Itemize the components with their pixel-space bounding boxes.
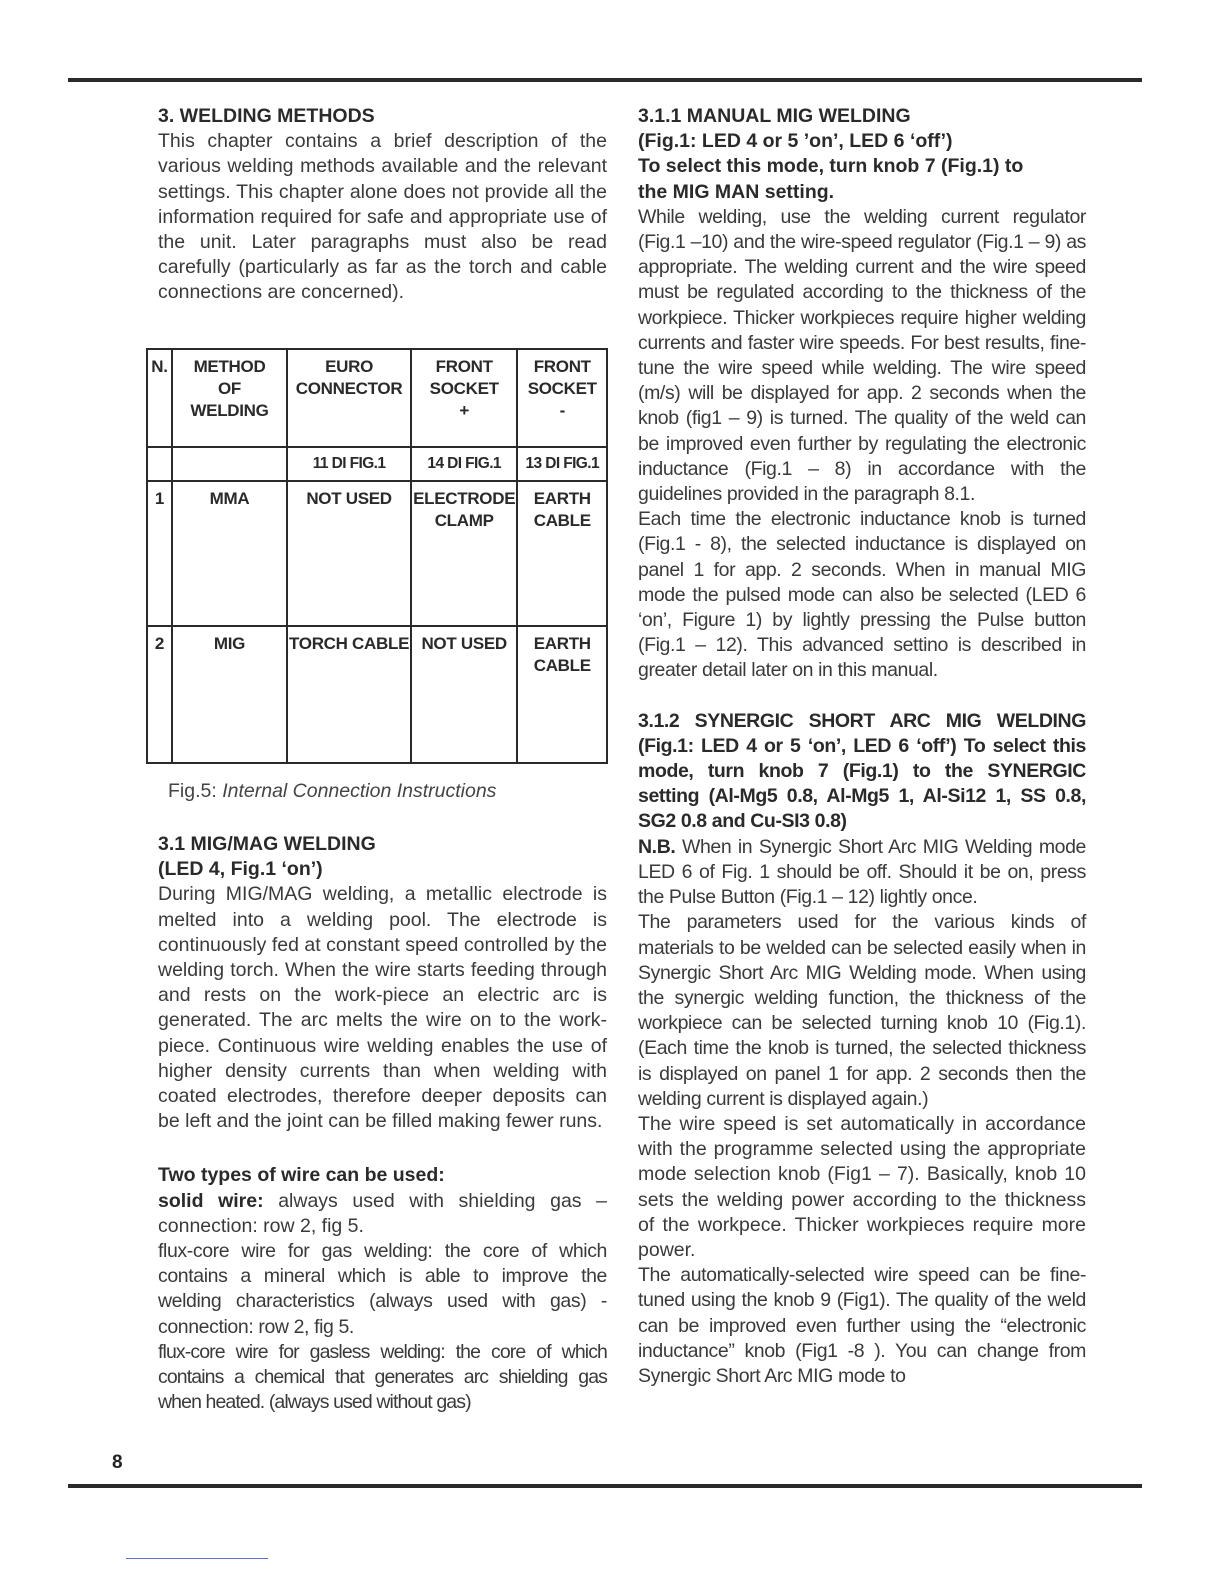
solid-wire-paragraph bbox=[158, 1189, 607, 1239]
nb-paragraph bbox=[638, 835, 1086, 911]
table-cell: NOT USED bbox=[411, 626, 517, 763]
table-cell: TORCH CABLE bbox=[287, 626, 411, 763]
table-row bbox=[147, 626, 607, 763]
table-ref-cell: 14 DI FIG.1 bbox=[411, 447, 517, 481]
table-cell: 2 bbox=[147, 626, 172, 763]
manual-mig-subtitle: (Fig.1: LED 4 or 5 ’on’, LED 6 ‘off’) bbox=[638, 130, 953, 153]
table-cell: MMA bbox=[172, 481, 287, 626]
bottom-rule bbox=[68, 1484, 1142, 1488]
table-ref-cell bbox=[172, 447, 287, 481]
left-column bbox=[158, 104, 607, 306]
table-cell: MIG bbox=[172, 626, 287, 763]
table-header-row bbox=[147, 349, 607, 447]
solid-wire-label: solid wire: bbox=[158, 1189, 264, 1212]
manual-mig-select-line: To select this mode, turn knob 7 (Fig.1) to bbox=[638, 155, 1024, 178]
synergic-heading: 3.1.2 SYNERGIC SHORT ARC MIG WELDING (Fig.1: LED 4 or 5 ‘on’, LED 6 ‘off’) To select this mode, turn knob 7 (Fig.1) to the SYNERGIC setting (Al-Mg5 0.8, Al-Mg5 1, Al-Si12 1, SS 0.8, SG2 0.8 and Cu-SI3 0.8) bbox=[638, 709, 1086, 833]
table-header-cell: FRONT SOCKET + bbox=[411, 349, 517, 447]
nb-text: When in Synergic Short Arc MIG Welding mode LED 6 of Fig. 1 should be off. Should it be on, press the Pulse Button (Fig.1 – 12) lightly once. bbox=[638, 835, 1086, 909]
table-header-cell: N. bbox=[147, 349, 172, 447]
table-header-cell: EURO CONNECTOR bbox=[287, 349, 411, 447]
caption-label: Fig.5: bbox=[168, 780, 217, 802]
synergic-paragraph: The automatically-selected wire speed can be fine-tuned using the knob 9 (Fig1). The quality of the weld can be improved even further using the “electronic inductance” knob (Fig1 -8 ). You can change from Synergic Short Arc MIG mode to bbox=[638, 1264, 1086, 1387]
table-ref-cell: 13 DI FIG.1 bbox=[517, 447, 607, 481]
intro-paragraph: This chapter contains a brief description of the various welding methods available and the relevant settings. This chapter alone does not provide all the information required for safe and appropriate use of the unit. Later paragraphs must also be read carefully (particularly as far as the torch and cable connections are concerned). bbox=[158, 130, 607, 304]
mig-mag-subtitle: (LED 4, Fig.1 ‘on’) bbox=[158, 858, 323, 881]
table-cell: EARTH CABLE bbox=[517, 626, 607, 763]
synergic-paragraph: The parameters used for the various kinds of materials to be welded can be selected easily when in Synergic Short Arc MIG Welding mode. When using the synergic welding function, the thickness of the workpiece can be selected turning knob 10 (Fig.1). (Each time the knob is turned, the selected thickness is displayed on panel 1 for app. 2 seconds then the welding current is displayed again.) bbox=[638, 911, 1086, 1110]
mig-mag-body: During MIG/MAG welding, a metallic electrode is melted into a welding pool. The electrode is continuously fed at constant speed controlled by the welding torch. When the wire starts feeding through and rests on the work-piece an electric arc is generated. The arc melts the wire on to the work-piece. Continuous wire welding enables the use of higher density currents than when welding with coated electrodes, therefore deeper deposits can be left and the joint can be filled making fewer runs. bbox=[158, 883, 607, 1133]
table-cell: EARTH CABLE bbox=[517, 481, 607, 626]
top-rule bbox=[68, 78, 1142, 82]
mig-mag-section bbox=[158, 832, 607, 1415]
table-cell: 1 bbox=[147, 481, 172, 626]
flux-core-gasless-paragraph: flux-core wire for gasless welding: the core of which contains a chemical that generates arc shielding gas when heated. (always used without gas) bbox=[158, 1340, 607, 1414]
figure-caption bbox=[168, 780, 496, 803]
manual-mig-title: 3.1.1 MANUAL MIG WELDING bbox=[638, 105, 911, 127]
right-column bbox=[638, 104, 1086, 1389]
flux-core-gas-paragraph: flux-core wire for gas welding: the core of which contains a mineral which is able to improve the welding characteristics (always used with gas) - connection: row 2, fig 5. bbox=[158, 1240, 607, 1338]
table-header-cell: METHOD OF WELDING bbox=[172, 349, 287, 447]
manual-mig-paragraph: While welding, use the welding current regulator (Fig.1 –10) and the wire-speed regulator (Fig.1 – 9) as appropriate. The welding current and the wire speed must be regulated according to the thickness of the workpiece. Thicker workpieces require higher welding currents and faster wire speeds. For best results, fine-tune the wire speed while welding. The wire speed (m/s) will be displayed for app. 2 seconds when the knob (fig1 – 9) is turned. The quality of the weld can be improved even further by regulating the electronic inductance (Fig.1 – 8) in accordance with the guidelines provided in the paragraph 8.1. bbox=[638, 205, 1086, 506]
manual-mig-paragraph: Each time the electronic inductance knob is turned (Fig.1 - 8), the selected inductance is displayed on panel 1 for app. 2 seconds. When in manual MIG mode the pulsed mode can also be selected (LED 6 ‘on’, Figure 1) by lightly pressing the Pulse button (Fig.1 – 12). This advanced settino is described in greater detail later on in this manual. bbox=[638, 508, 1086, 682]
nb-label: N.B. bbox=[638, 835, 676, 858]
table-ref-cell bbox=[147, 447, 172, 481]
wire-types-title: Two types of wire can be used: bbox=[158, 1164, 445, 1187]
manual-mig-select-line: the MIG MAN setting. bbox=[638, 180, 835, 203]
table-ref-row bbox=[147, 447, 607, 481]
table-ref-cell: 11 DI FIG.1 bbox=[287, 447, 411, 481]
synergic-paragraph: The wire speed is set automatically in accordance with the programme selected using the appropriate mode selection knob (Fig1 – 7). Basically, knob 10 sets the welding power according to the thickness of the workpece. Thicker workpieces require more power. bbox=[638, 1112, 1086, 1261]
table-cell: NOT USED bbox=[287, 481, 411, 626]
mig-mag-title: 3.1 MIG/MAG WELDING bbox=[158, 833, 376, 855]
table-row bbox=[147, 481, 607, 626]
connection-table bbox=[146, 348, 608, 764]
solid-wire-text: always used with shielding gas – connection: row 2, fig 5. bbox=[158, 1189, 607, 1237]
table-cell: ELECTRODE CLAMP bbox=[411, 481, 517, 626]
underline-mark bbox=[126, 1558, 268, 1559]
table-header-cell: FRONT SOCKET - bbox=[517, 349, 607, 447]
section-title: 3. WELDING METHODS bbox=[158, 105, 375, 127]
page-number: 8 bbox=[112, 1452, 123, 1473]
caption-text: Internal Connection Instructions bbox=[216, 780, 497, 802]
